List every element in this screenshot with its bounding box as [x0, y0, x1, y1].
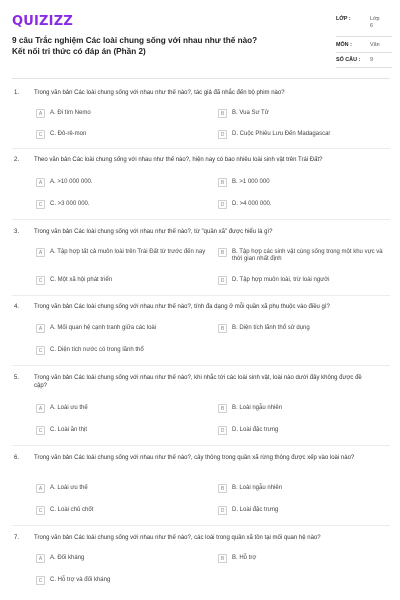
option-letter-box: C — [36, 506, 45, 515]
option-text: D. Tập hợp muôn loài, trừ loài người — [232, 277, 330, 283]
option-c[interactable] — [36, 276, 196, 285]
option-d[interactable] — [218, 130, 388, 139]
option-letter-box: C — [36, 576, 45, 585]
option-text: A. Mối quan hệ cạnh tranh giữa các loài — [50, 325, 157, 331]
option-b[interactable] — [218, 178, 378, 187]
option-text: B. Loài ngẫu nhiên — [232, 485, 283, 491]
option-letter-box: D — [218, 200, 227, 209]
option-letter-box: C — [36, 346, 45, 355]
quizizz-logo: QUIZIZZ — [12, 14, 73, 29]
option-a[interactable] — [36, 484, 196, 493]
option-text: A. Đối kháng — [50, 555, 85, 561]
option-letter-box: D — [218, 276, 227, 285]
option-text: A. Tập hợp tất cả muôn loài trên Trái Đất từ trước đến nay — [50, 249, 206, 255]
option-letter-box: C — [36, 426, 45, 435]
option-c[interactable] — [36, 506, 196, 515]
option-text: A. Loài ưu thế — [50, 405, 88, 411]
question-number: 3. — [14, 229, 20, 235]
option-text: C. Một xã hội phát triển — [50, 277, 113, 283]
option-a[interactable] — [36, 554, 196, 563]
option-text: D. Cuộc Phiêu Lưu Đến Madagascar — [232, 131, 331, 137]
meta-divider — [336, 36, 392, 37]
meta-divider — [336, 52, 392, 53]
option-text: C. Đô-rê-mon — [50, 131, 87, 137]
option-d[interactable] — [218, 200, 378, 209]
question-text: Trong văn bản Các loài chung sống với nhau như thế nào?, khi nhắc tới các loài sinh vật, loài nào dưới đây không được đề cập? — [34, 375, 362, 389]
option-d[interactable] — [218, 506, 378, 515]
grade-value: Lớp 6 — [370, 16, 380, 29]
option-a[interactable] — [36, 324, 208, 333]
option-b[interactable] — [218, 324, 388, 333]
question-divider — [12, 525, 390, 526]
option-text: D. Loài đặc trưng — [232, 507, 279, 513]
option-b[interactable] — [218, 554, 378, 563]
option-c[interactable] — [36, 346, 208, 355]
question-number: 1. — [14, 90, 20, 96]
option-letter-box: A — [36, 404, 45, 413]
option-a[interactable] — [36, 178, 196, 187]
header-divider — [12, 78, 390, 79]
page-header — [0, 0, 400, 72]
option-c[interactable] — [36, 576, 196, 585]
option-text: A. >10 000 000. — [50, 179, 93, 185]
option-text: C. Hỗ trợ và đối kháng — [50, 577, 111, 583]
option-letter-box: D — [218, 506, 227, 515]
option-text: C. Loài chủ chốt — [50, 507, 94, 513]
option-b[interactable] — [218, 404, 378, 413]
question-count-value: 9 — [370, 57, 373, 63]
option-letter-box: C — [36, 130, 45, 139]
question-number: 6. — [14, 455, 20, 461]
option-letter-box: B — [218, 404, 227, 413]
option-text: A. Loài ưu thế — [50, 485, 88, 491]
question-divider — [12, 219, 390, 220]
option-a[interactable] — [36, 248, 208, 257]
option-text: B. Tập hợp các sinh vật cùng sống trong một khu vực và thời gian nhất định — [232, 249, 383, 262]
option-letter-box: A — [36, 109, 45, 118]
subject-value: Văn — [370, 42, 380, 48]
grade-label: LỚP : — [336, 16, 351, 22]
subject-label: MÔN : — [336, 42, 352, 48]
option-letter-box: B — [218, 178, 227, 187]
option-b[interactable] — [218, 484, 378, 493]
option-letter-box: C — [36, 276, 45, 285]
option-d[interactable] — [218, 276, 388, 285]
option-letter-box: B — [218, 248, 227, 257]
option-letter-box: D — [218, 426, 227, 435]
question-text: Trong văn bản Các loài chung sống với nhau như thế nào?, các loài trong quần xã tồn tại mối quan hệ nào? — [34, 535, 321, 541]
question-divider — [12, 445, 390, 446]
option-text: D. >4 000 000. — [232, 201, 272, 207]
option-text: C. >3 000 000. — [50, 201, 90, 207]
option-letter-box: A — [36, 248, 45, 257]
option-letter-box: B — [218, 324, 227, 333]
question-text: Trong văn bản Các loài chung sống với nhau như thế nào?, từ "quần xã" được hiểu là gì? — [34, 229, 273, 235]
question-number: 7. — [14, 535, 20, 541]
option-d[interactable] — [218, 426, 378, 435]
question-text: Trong văn bản Các loài chung sống với nhau như thế nào?, tác giả đã nhắc đến bộ phim nào? — [34, 90, 285, 96]
question-divider — [12, 295, 390, 296]
option-text: B. Vua Sư Tử — [232, 110, 269, 116]
question-divider — [12, 148, 390, 149]
option-letter-box: C — [36, 200, 45, 209]
option-letter-box: A — [36, 484, 45, 493]
option-a[interactable] — [36, 404, 196, 413]
meta-divider — [336, 67, 392, 68]
page-title: 9 câu Trắc nghiệm Các loài chung sống với nhau như thế nào? Kết nối tri thức có đáp án (Phần 2) — [12, 36, 258, 56]
option-letter-box: A — [36, 324, 45, 333]
option-text: C. Diện tích nước có trong lãnh thổ — [50, 347, 144, 353]
option-text: B. Loài ngẫu nhiên — [232, 405, 283, 411]
option-text: D. Loài đặc trưng — [232, 427, 279, 433]
option-b[interactable] — [218, 248, 390, 263]
question-text: Trong văn bản Các loài chung sống với nhau như thế nào?, tính đa dạng ở mỗi quần xã phụ thuộc vào điều gì? — [34, 304, 330, 310]
question-divider — [12, 365, 390, 366]
option-text: A. Đi tìm Nemo — [50, 110, 91, 116]
option-text: B. >1 000 000 — [232, 179, 270, 185]
option-text: B. Diện tích lãnh thổ sử dụng — [232, 325, 310, 331]
question-text: Theo văn bản Các loài chung sống với nhau như thế nào?, hiện nay có bao nhiêu loài sinh vật trên Trái Đất? — [34, 157, 323, 163]
option-letter-box: B — [218, 484, 227, 493]
option-c[interactable] — [36, 130, 196, 139]
option-letter-box: A — [36, 554, 45, 563]
question-count-label: SỐ CÂU : — [336, 57, 361, 63]
option-a[interactable] — [36, 109, 196, 118]
option-b[interactable] — [218, 109, 378, 118]
option-letter-box: B — [218, 554, 227, 563]
question-number: 4. — [14, 304, 20, 310]
option-letter-box: D — [218, 130, 227, 139]
option-letter-box: B — [218, 109, 227, 118]
question-number: 2. — [14, 157, 20, 163]
option-c[interactable] — [36, 200, 196, 209]
option-text: B. Hỗ trợ — [232, 555, 257, 561]
option-text: C. Loài ăn thịt — [50, 427, 88, 433]
question-number: 5. — [14, 375, 20, 381]
option-c[interactable] — [36, 426, 196, 435]
question-text: Trong văn bản Các loài chung sống với nhau như thế nào?, cây thông trong quần xã rừng thông được xếp vào loài nào? — [34, 455, 355, 461]
option-letter-box: A — [36, 178, 45, 187]
